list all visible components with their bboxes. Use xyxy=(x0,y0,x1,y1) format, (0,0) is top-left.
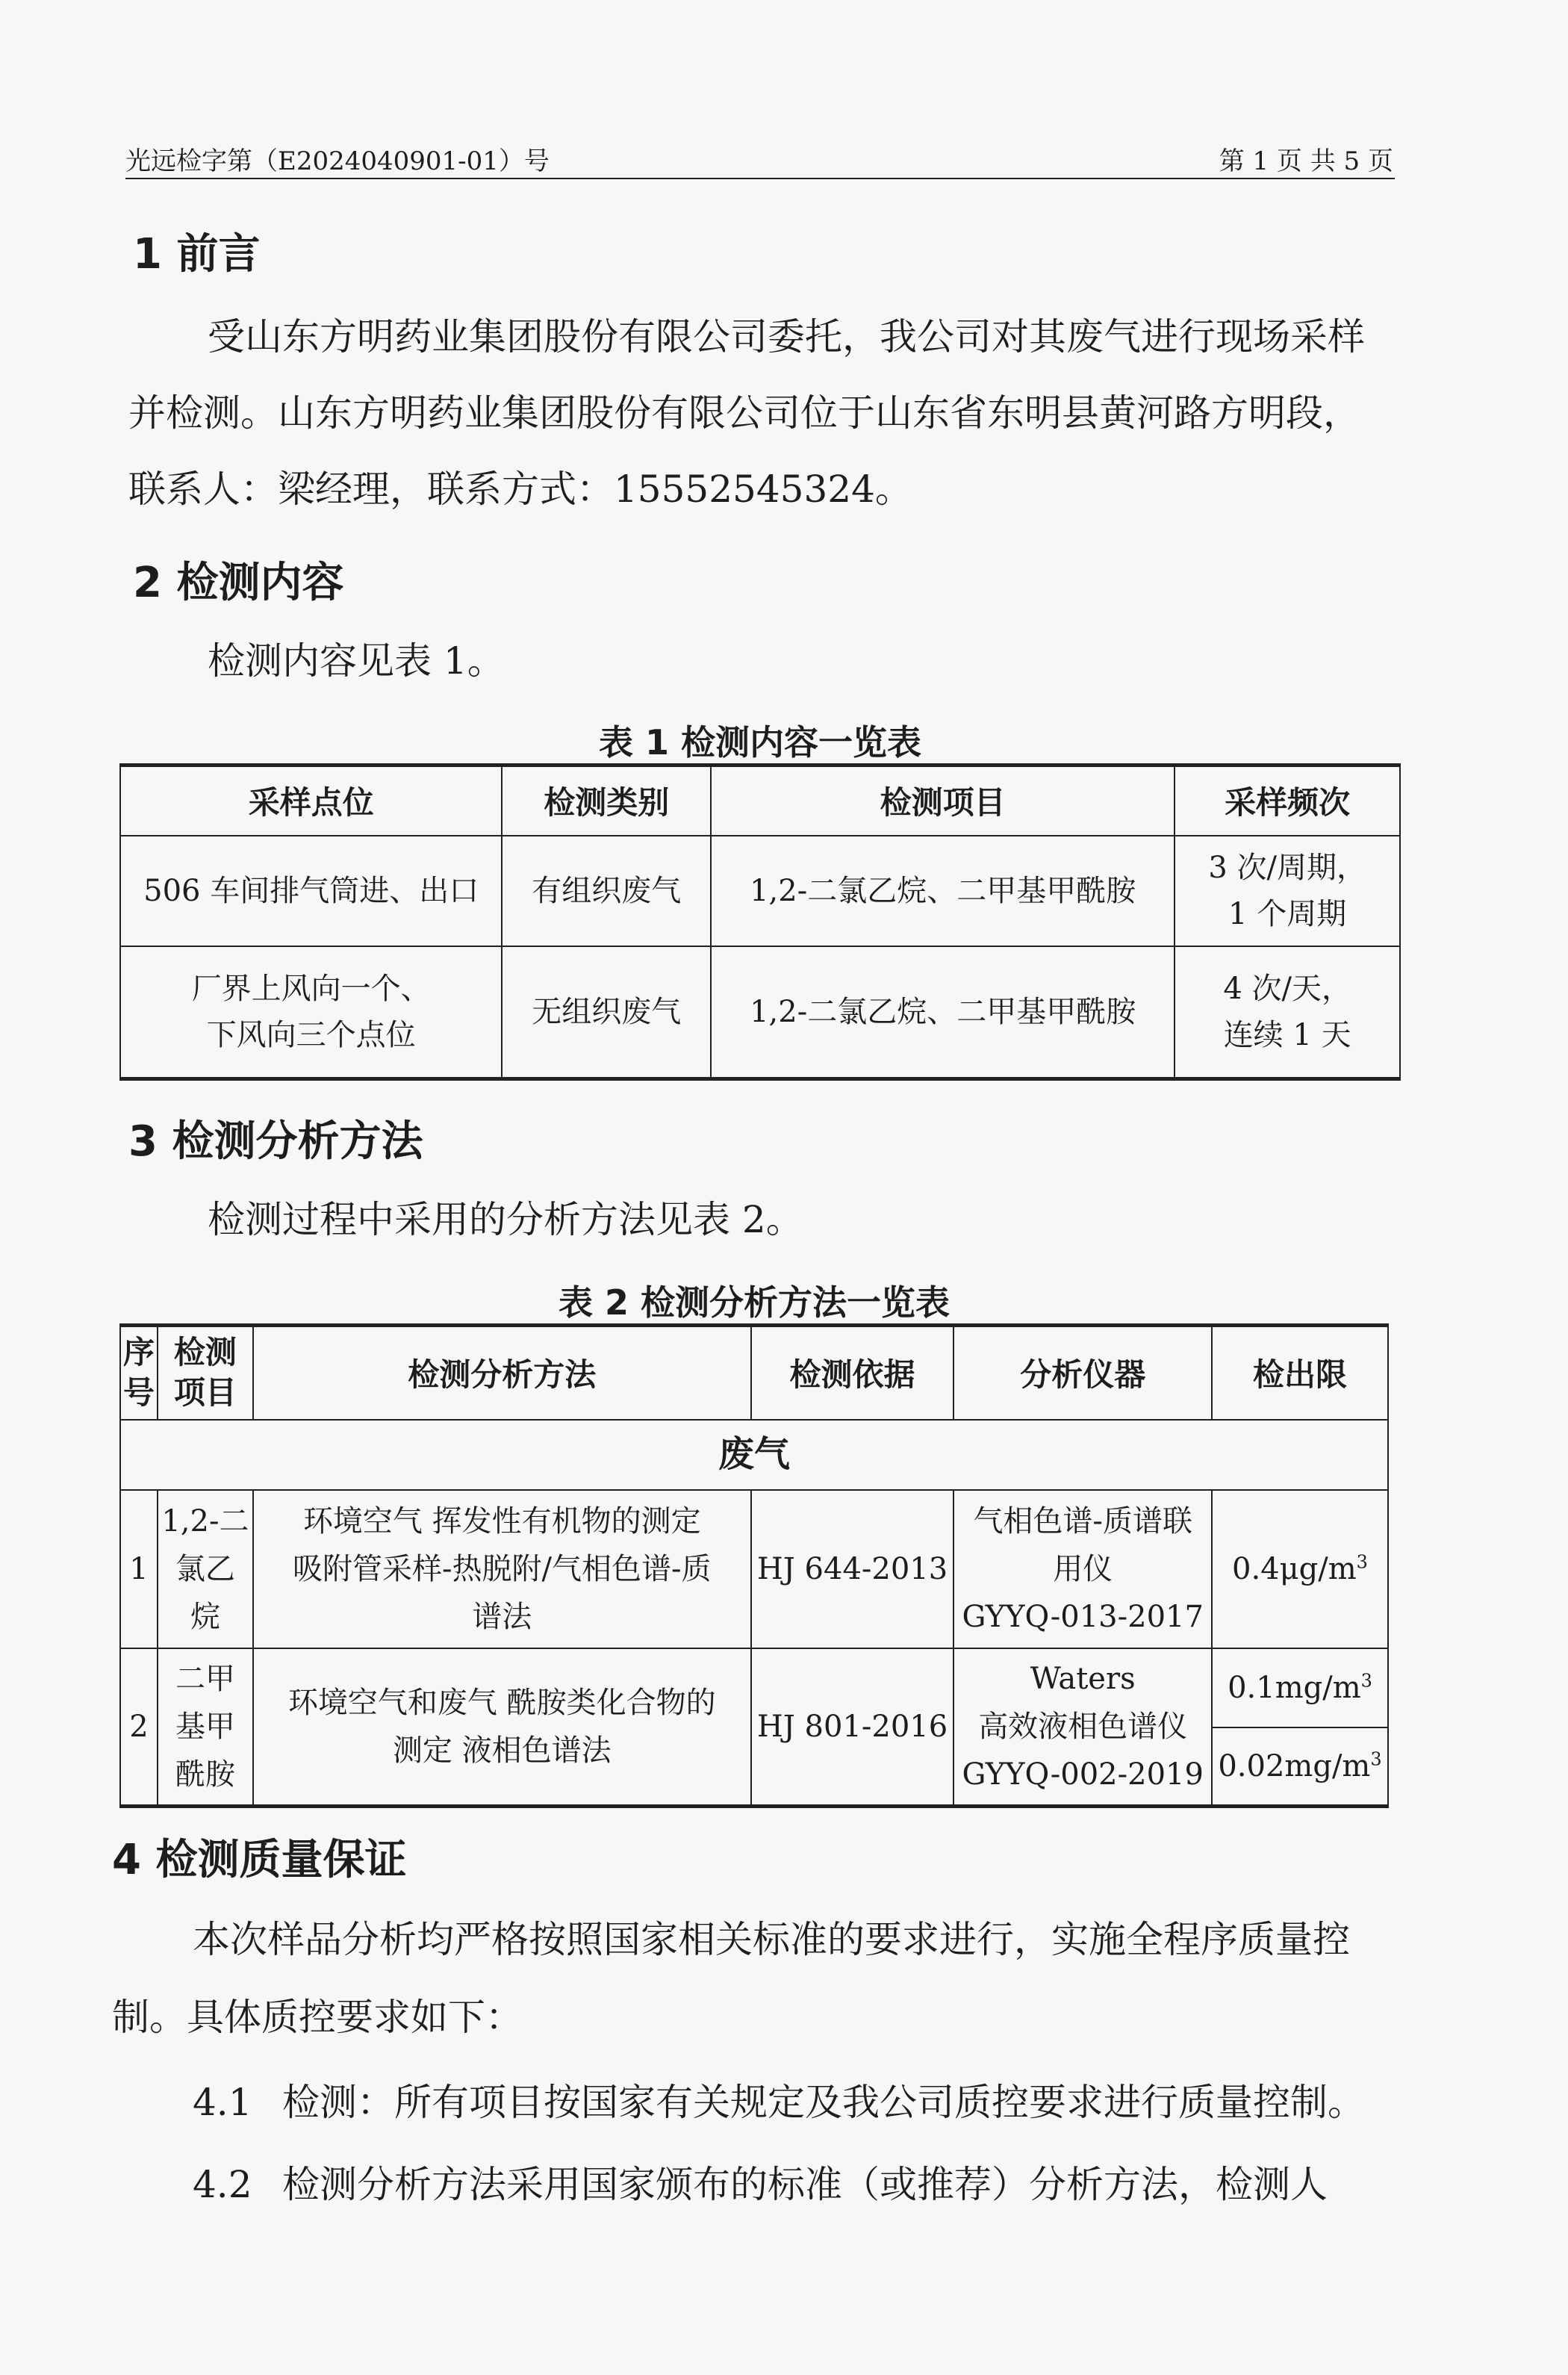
section-4-line-1: 本次样品分析均严格按照国家相关标准的要求进行，实施全程序质量控 xyxy=(193,1918,1350,1961)
table-1-cell-items: 1,2-二氯乙烷、二甲基甲酰胺 xyxy=(711,946,1175,1079)
table-2-cell-instrument xyxy=(953,1648,1212,1807)
method-line: 环境空气 挥发性有机物的测定 xyxy=(302,1503,701,1539)
table-2-header-seq xyxy=(120,1326,158,1420)
frequency-line-2: 连续 1 天 xyxy=(1223,1017,1351,1052)
table-2-caption: 表 2 检测分析方法一览表 xyxy=(558,1282,951,1323)
site-line-1: 厂界上风向一个、 xyxy=(191,971,431,1006)
instrument-line: 用仪 xyxy=(1053,1551,1113,1586)
table-1-cell-frequency xyxy=(1175,836,1400,946)
limit-exponent: 3 xyxy=(1360,1670,1372,1692)
method-line: 环境空气和废气 酰胺类化合物的 xyxy=(287,1685,716,1720)
seq-header-line-1: 序 xyxy=(122,1333,155,1370)
item-line: 烷 xyxy=(190,1599,220,1634)
item-line: 氯乙 xyxy=(175,1551,235,1586)
table-2-cell-method xyxy=(253,1490,751,1648)
header-rule xyxy=(125,178,1395,179)
report-number: 光远检字第（E2024040901-01）号 xyxy=(125,146,550,176)
limit-value: 0.1mg/m xyxy=(1228,1670,1361,1705)
table-1-cell-frequency xyxy=(1175,946,1400,1079)
table-2-cell-seq: 1 xyxy=(120,1490,158,1648)
table-2-header-limit: 检出限 xyxy=(1212,1326,1388,1420)
item-4-1-text: 检测：所有项目按国家有关规定及我公司质控要求进行质量控制。 xyxy=(282,2081,1365,2124)
limit-exponent: 3 xyxy=(1356,1551,1368,1573)
section-2-line: 检测内容见表 1。 xyxy=(208,639,505,683)
section-label-waste-gas: 废气 xyxy=(120,1420,1388,1490)
item-4-2-number: 4.2 xyxy=(193,2163,252,2206)
table-row xyxy=(120,1648,1388,1727)
instrument-line: GYYQ-002-2019 xyxy=(962,1757,1204,1792)
table-2-cell-instrument xyxy=(953,1490,1212,1648)
instrument-line: 气相色谱-质谱联 xyxy=(973,1503,1192,1539)
table-2-cell-item xyxy=(158,1648,253,1807)
site-line-2: 下风向三个点位 xyxy=(206,1017,416,1052)
table-2-cell-seq: 2 xyxy=(120,1648,158,1807)
table-1-header-site: 采样点位 xyxy=(120,766,502,836)
item-4-2-text: 检测分析方法采用国家颁布的标准（或推荐）分析方法，检测人 xyxy=(282,2163,1328,2206)
table-1-header-frequency: 采样频次 xyxy=(1175,766,1400,836)
table-2-section-row xyxy=(120,1420,1388,1490)
table-row xyxy=(120,1490,1388,1648)
item-line: 酰胺 xyxy=(175,1757,235,1792)
table-2-header-item xyxy=(158,1326,253,1420)
section-4-line-2: 制。具体质控要求如下： xyxy=(112,1996,523,2039)
limit-value: 0.4μg/m xyxy=(1232,1551,1357,1586)
instrument-line: GYYQ-013-2017 xyxy=(962,1599,1204,1634)
instrument-line: 高效液相色谱仪 xyxy=(978,1709,1188,1744)
table-1-caption: 表 1 检测内容一览表 xyxy=(598,722,922,763)
table-2-header-row xyxy=(120,1326,1388,1420)
page-info: 第 1 页 共 5 页 xyxy=(1219,146,1393,176)
item-line: 1,2-二 xyxy=(161,1503,249,1539)
limit-exponent: 3 xyxy=(1370,1748,1382,1770)
table-2-cell-method xyxy=(253,1648,751,1807)
table-2-cell-basis: HJ 644-2013 xyxy=(751,1490,954,1648)
table-row xyxy=(120,946,1400,1079)
frequency-line-1: 3 次/周期， xyxy=(1208,850,1366,885)
item-header-line-1: 检测 xyxy=(173,1333,237,1370)
table-1-cell-items: 1,2-二氯乙烷、二甲基甲酰胺 xyxy=(711,836,1175,946)
method-line: 吸附管采样-热脱附/气相色谱-质 xyxy=(293,1551,712,1586)
table-1-header-items: 检测项目 xyxy=(711,766,1175,836)
table-2-header-instrument: 分析仪器 xyxy=(953,1326,1212,1420)
table-1-cell-category: 无组织废气 xyxy=(502,946,711,1079)
table-2-cell-basis: HJ 801-2016 xyxy=(751,1648,954,1807)
table-2-cell-item xyxy=(158,1490,253,1648)
table-2-cell-limit xyxy=(1212,1648,1388,1727)
table-1-cell-site: 506 车间排气筒进、出口 xyxy=(120,836,502,946)
frequency-line-1: 4 次/天， xyxy=(1223,971,1351,1006)
section-2-heading: 2 检测内容 xyxy=(133,559,344,607)
section-1-line-3: 联系人：梁经理，联系方式：15552545324。 xyxy=(128,468,912,511)
table-2-cell-limit xyxy=(1212,1490,1388,1648)
item-line: 二甲 xyxy=(175,1661,235,1696)
frequency-line-2: 1 个周期 xyxy=(1228,896,1347,931)
seq-header-line-2: 号 xyxy=(122,1374,155,1412)
table-2 xyxy=(119,1323,1389,1808)
method-line: 测定 液相色谱法 xyxy=(392,1733,612,1768)
section-1-heading: 1 前言 xyxy=(133,230,261,279)
item-4-1-number: 4.1 xyxy=(193,2081,252,2124)
table-2-header-basis: 检测依据 xyxy=(751,1326,954,1420)
section-3-heading: 3 检测分析方法 xyxy=(128,1117,423,1166)
section-1-line-1: 受山东方明药业集团股份有限公司委托，我公司对其废气进行现场采样 xyxy=(208,315,1365,358)
table-1-cell-category: 有组织废气 xyxy=(502,836,711,946)
section-4-heading: 4 检测质量保证 xyxy=(112,1836,407,1884)
instrument-line: Waters xyxy=(1030,1661,1136,1696)
limit-value: 0.02mg/m xyxy=(1218,1748,1371,1783)
table-1-cell-site xyxy=(120,946,502,1079)
table-2-header-method: 检测分析方法 xyxy=(253,1326,751,1420)
method-line: 谱法 xyxy=(472,1599,532,1634)
table-1-header-category: 检测类别 xyxy=(502,766,711,836)
item-header-line-2: 项目 xyxy=(173,1374,237,1412)
section-3-line: 检测过程中采用的分析方法见表 2。 xyxy=(208,1198,803,1241)
table-2-cell-limit xyxy=(1212,1727,1388,1807)
table-1 xyxy=(119,763,1401,1081)
table-1-header-row xyxy=(120,766,1400,836)
section-1-line-2: 并检测。山东方明药业集团股份有限公司位于山东省东明县黄河路方明段， xyxy=(128,391,1360,435)
table-row xyxy=(120,836,1400,946)
item-line: 基甲 xyxy=(175,1709,235,1744)
